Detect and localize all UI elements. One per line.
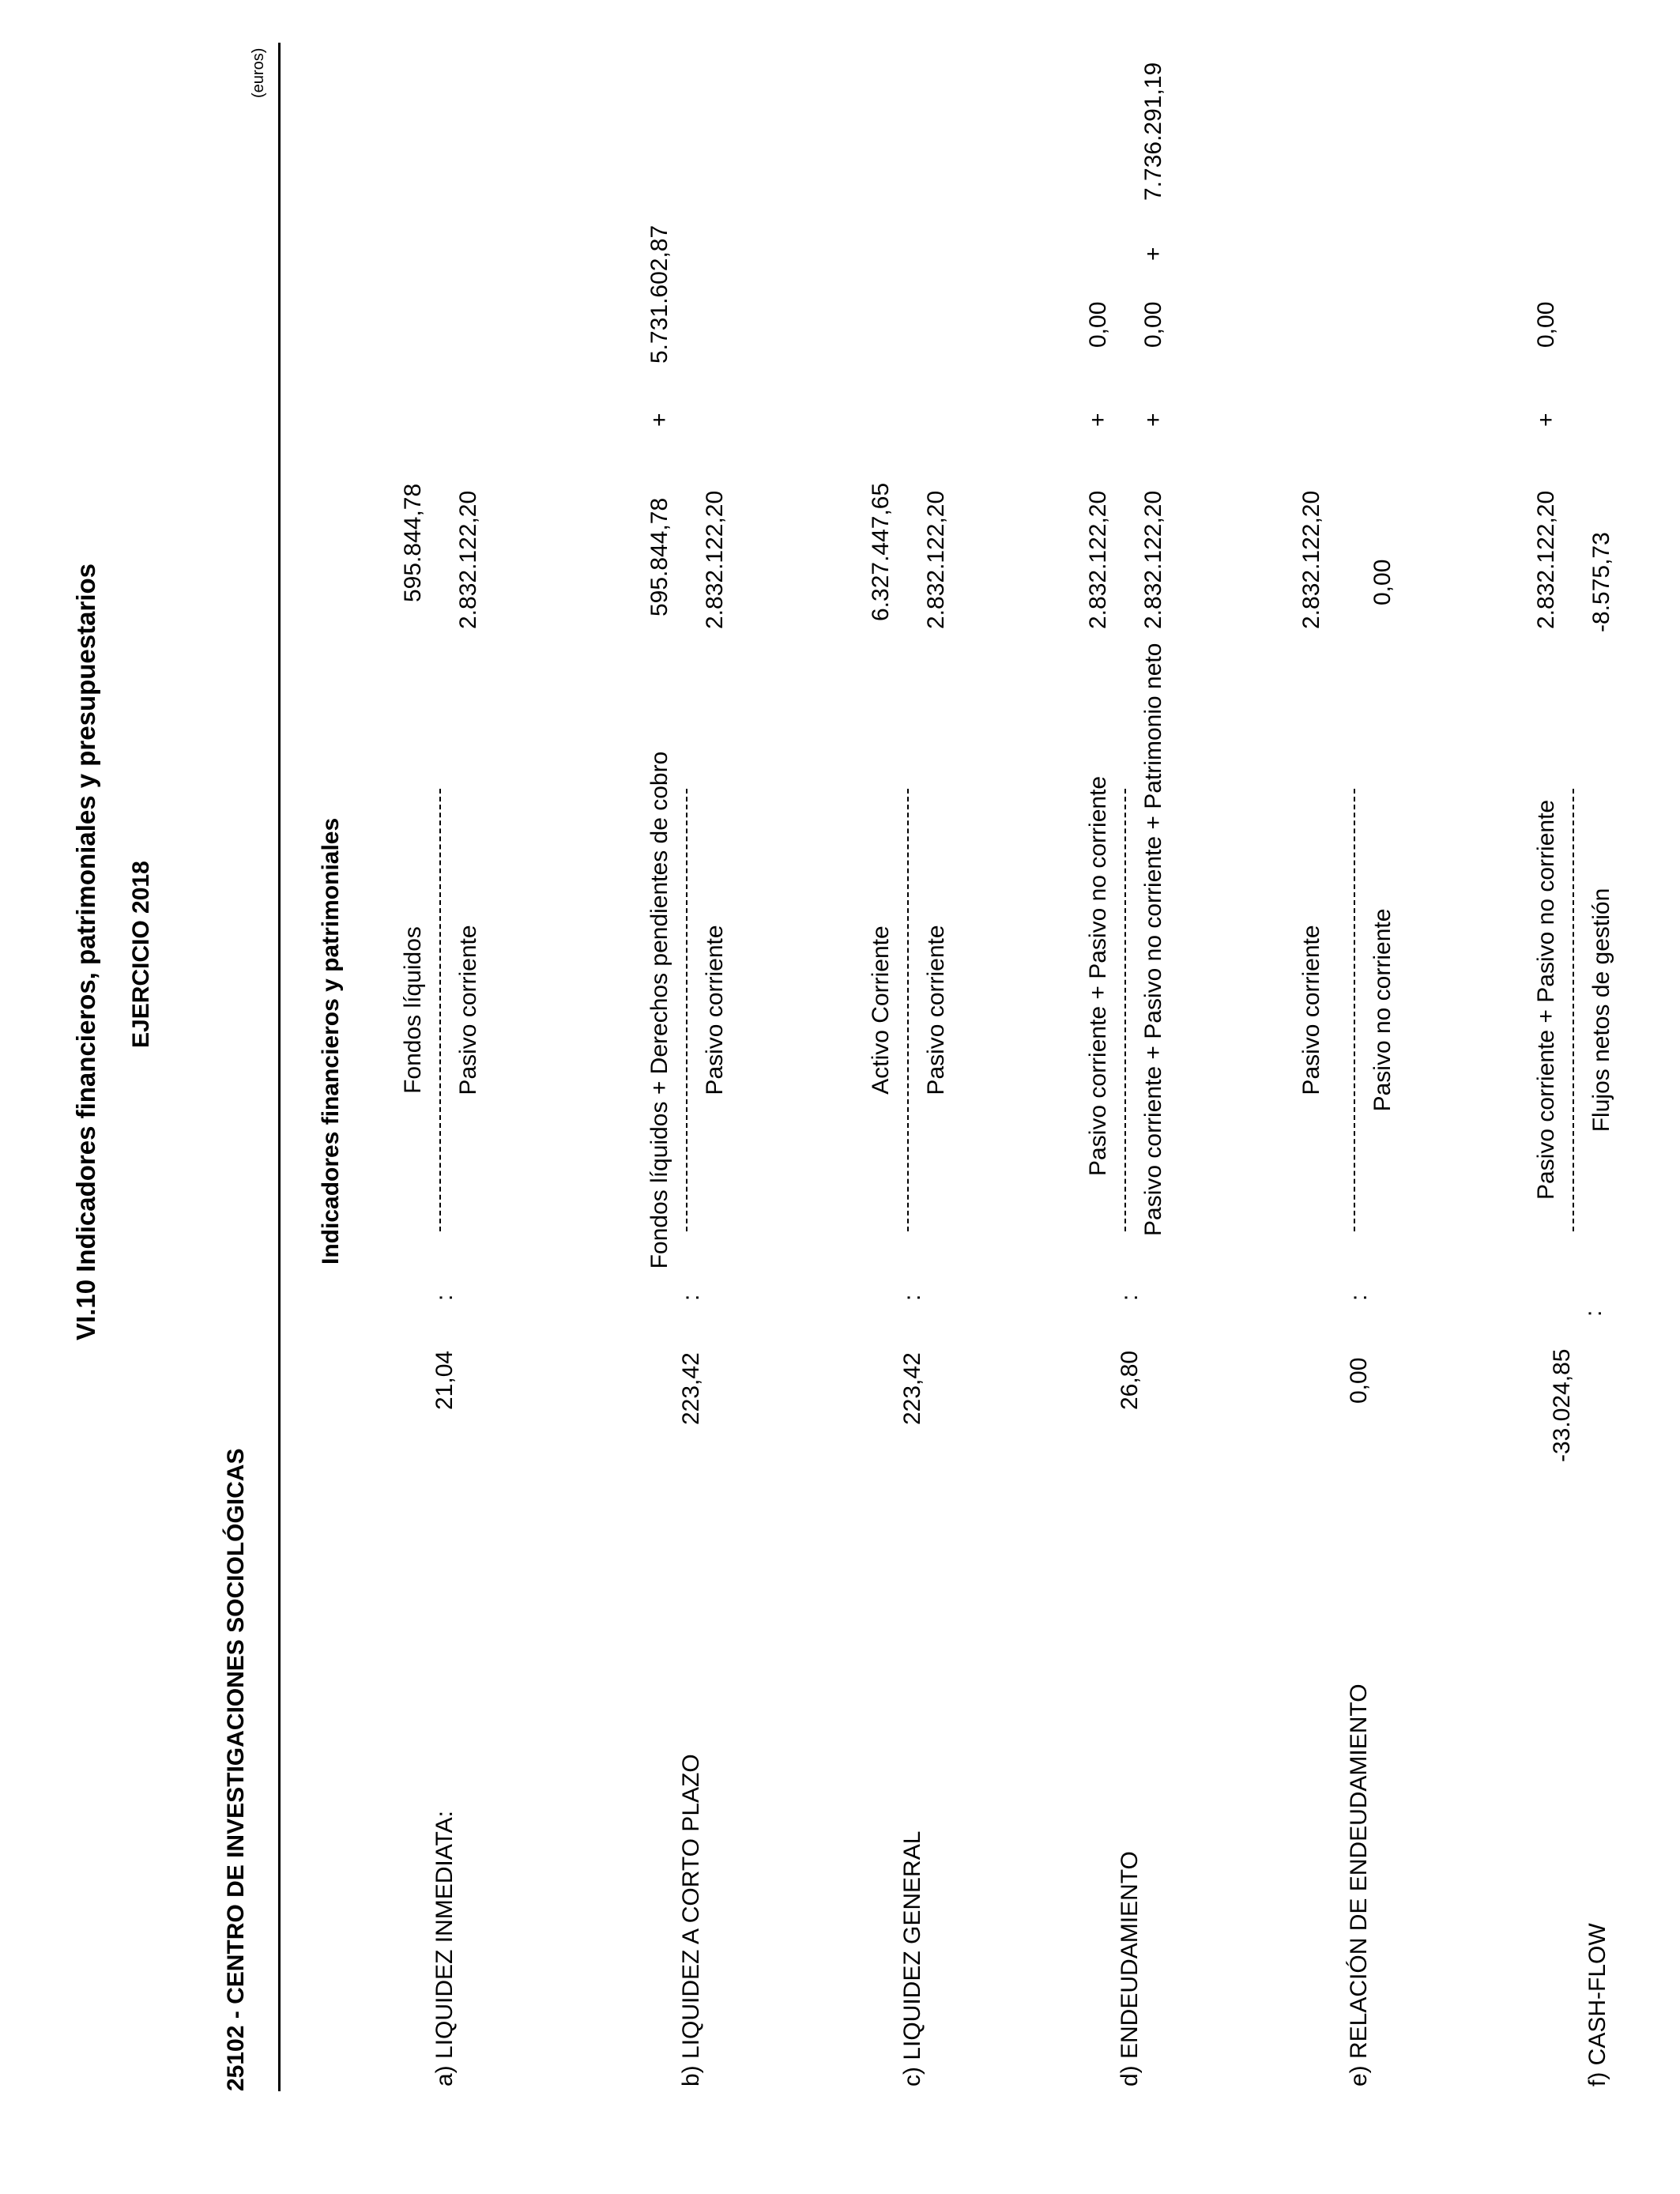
numerator-amount: 5.731.602,87 xyxy=(646,224,672,364)
plus-sign: + xyxy=(1140,247,1166,261)
numerator-text: Pasivo corriente + Pasivo no corriente xyxy=(1533,799,1559,1200)
indicator-label: c) LIQUIDEZ GENERAL xyxy=(899,1830,925,2087)
denominator-text: Pasivo corriente xyxy=(702,925,728,1095)
plus-sign: + xyxy=(1085,413,1111,427)
header-rule xyxy=(278,43,281,1269)
indicator-colon: : xyxy=(899,1294,925,1301)
fraction-line xyxy=(1124,789,1126,1231)
indicator-label: a) LIQUIDEZ INMEDIATA: xyxy=(431,1811,458,2087)
indicator-label: b) LIQUIDEZ A CORTO PLAZO xyxy=(678,1754,704,2087)
indicator-value: -33.024,85 xyxy=(1549,1348,1575,1462)
denominator-amount: 2.832.122,20 xyxy=(923,490,949,629)
numerator-amount: 2.832.122,20 xyxy=(1533,490,1559,629)
denominator-amount: -8.575,73 xyxy=(1588,532,1614,632)
numerator-amount: 2.832.122,20 xyxy=(1085,490,1111,629)
indicator-value: 26,80 xyxy=(1117,1350,1143,1410)
indicator-value: 0,00 xyxy=(1346,1357,1372,1404)
denominator-amount: 2.832.122,20 xyxy=(455,490,481,629)
denominator-amount: 0,00 xyxy=(1369,559,1396,605)
numerator-amount: 0,00 xyxy=(1533,301,1559,348)
indicator-colon: : xyxy=(1346,1294,1372,1301)
plus-sign: + xyxy=(1533,413,1559,427)
numerator-text: Pasivo corriente xyxy=(1298,925,1324,1095)
numerator-text: Activo Corriente xyxy=(868,925,894,1095)
indicator-label: f) CASH-FLOW xyxy=(1584,1923,1610,2087)
denominator-text: Pasivo corriente xyxy=(923,925,949,1095)
denominator-amount: 0,00 xyxy=(1140,301,1166,348)
denominator-amount: 2.832.122,20 xyxy=(702,490,728,629)
entity-heading: 25102 - CENTRO DE INVESTIGACIONES SOCIOLÓGICAS xyxy=(223,1448,249,2091)
section-heading: Indicadores financieros y patrimoniales xyxy=(318,817,344,1265)
indicator-value: 21,04 xyxy=(431,1350,458,1410)
numerator-text: Pasivo corriente + Pasivo no corriente xyxy=(1085,775,1111,1176)
indicator-colon: : xyxy=(431,1294,458,1301)
denominator-text: Pasivo corriente xyxy=(455,925,481,1095)
denominator-text: Flujos netos de gestión xyxy=(1588,888,1614,1133)
fraction-line xyxy=(439,789,441,1231)
indicator-colon: : xyxy=(1580,1310,1607,1317)
page-title: VI.10 Indicadores financieros, patrimoniales y presupuestarios xyxy=(71,563,100,1340)
numerator-amount: 6.327.447,65 xyxy=(868,482,894,621)
indicator-value: 223,42 xyxy=(678,1352,704,1425)
plus-sign: + xyxy=(646,413,672,427)
indicator-label: d) ENDEUDAMIENTO xyxy=(1117,1851,1143,2087)
numerator-amount: 595.844,78 xyxy=(646,497,672,616)
numerator-amount: 595.844,78 xyxy=(400,483,426,602)
denominator-text: Pasivo corriente + Pasivo no corriente + Patrimonio neto xyxy=(1140,643,1166,1236)
plus-sign: + xyxy=(1140,413,1166,427)
fraction-line xyxy=(907,789,909,1231)
denominator-text: Pasivo no corriente xyxy=(1369,908,1396,1112)
indicator-colon: : xyxy=(1117,1294,1143,1301)
indicator-value: 223,42 xyxy=(899,1352,925,1425)
page-subtitle: EJERCICIO 2018 xyxy=(128,861,154,1048)
numerator-text: Fondos líquidos + Derechos pendientes de cobro xyxy=(646,751,672,1269)
fraction-line xyxy=(1573,789,1574,1231)
numerator-amount: 0,00 xyxy=(1085,301,1111,348)
indicator-colon: : xyxy=(678,1294,704,1301)
denominator-amount: 7.736.291,19 xyxy=(1140,62,1166,201)
fraction-line xyxy=(686,789,687,1231)
numerator-amount: 2.832.122,20 xyxy=(1298,490,1324,629)
numerator-text: Fondos líquidos xyxy=(400,926,426,1094)
indicator-label: e) RELACIÓN DE ENDEUDAMIENTO xyxy=(1346,1683,1372,2087)
fraction-line xyxy=(1354,789,1355,1231)
denominator-amount: 2.832.122,20 xyxy=(1140,490,1166,629)
units-label: (euros) xyxy=(250,47,267,98)
